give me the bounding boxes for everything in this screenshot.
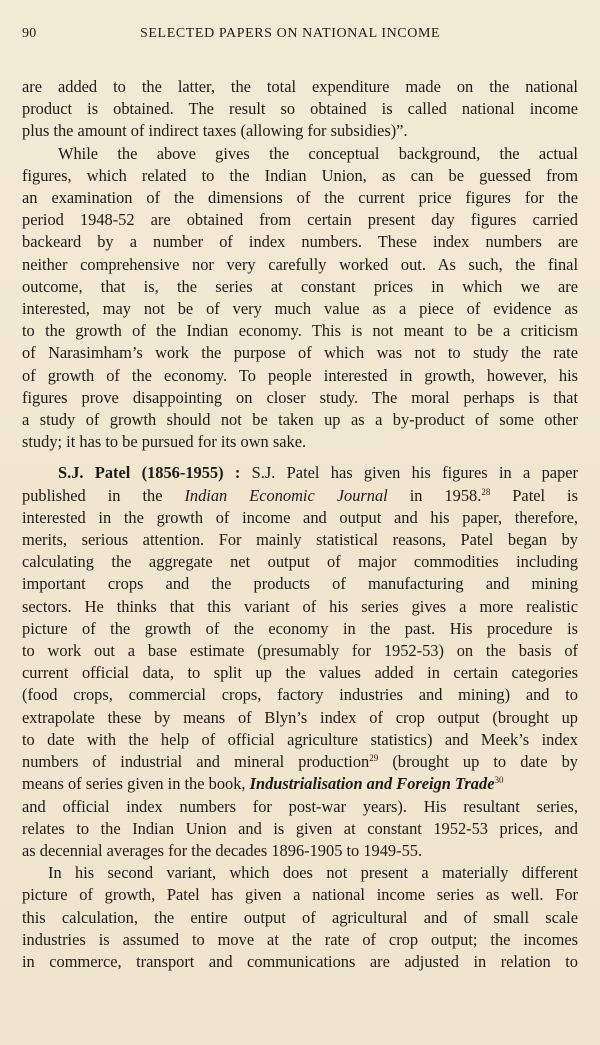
text-line: relates to the Indian Union and is given at constant 1952-53 prices, and: [22, 818, 578, 838]
text-run: Patel is: [490, 485, 578, 505]
text-line: product is obtained. The result so obtained is called national income: [22, 99, 578, 119]
text-line: and official index numbers for post-war years). His resultant series,: [22, 796, 578, 816]
text-run: means of series given in the book,: [22, 774, 250, 794]
text-line: interested in the growth of income and output and his paper, therefore,: [22, 507, 578, 527]
journal-title: Indian Economic Journal: [184, 485, 388, 505]
page-number: 90: [22, 26, 37, 41]
text-line: to date with the help of official agriculture statistics) and Meek’s index: [22, 729, 578, 749]
text-run: S.J. Patel has given his figures in a paper: [240, 463, 578, 483]
text-line: While the above gives the conceptual background, the actual: [58, 143, 578, 163]
text-line: figures, which related to the Indian Union, as can be guessed from: [22, 165, 578, 185]
text-line: as decennial averages for the decades 1896-1905 to 1949-55.: [22, 840, 423, 860]
text-line: (food crops, commercial crops, factory industries and mining) and to: [22, 685, 578, 705]
text-line: a study of growth should not be taken up as a by-product of some other: [22, 410, 578, 430]
running-header: [22, 26, 572, 44]
text-line: industries is assumed to move at the rate of crop output; the incomes: [22, 929, 578, 949]
book-title: Industrialisation and Foreign Trade: [249, 774, 495, 794]
paragraph-second-variant: [22, 862, 578, 973]
text-line: current official data, to split up the values added in certain categories: [22, 663, 578, 683]
text-line: backeard by a number of index numbers. These index numbers are: [22, 232, 578, 252]
text-line: period 1948-52 are obtained from certain present day figures carried: [22, 210, 578, 230]
text-line: extrapolate these by means of Blyn’s index of crop output (brought up: [22, 707, 578, 727]
text-line: in commerce, transport and communications are adjusted in relation to: [22, 951, 578, 971]
text-line: an examination of the dimensions of the current price figures for the: [22, 188, 578, 208]
text-line: [22, 485, 578, 507]
text-run: (brought up to date by: [378, 752, 578, 772]
text-run: published in the: [22, 485, 185, 505]
footnote-ref-30: 30: [494, 775, 504, 786]
text-line: of growth of the economy. To people interested in growth, however, his: [22, 365, 578, 385]
text-line: [22, 773, 578, 795]
text-line: [22, 751, 578, 773]
text-line: picture of growth, Patel has given a national income series as well. For: [22, 885, 578, 905]
text-line: neither comprehensive nor very carefully worked out. As such, the final: [22, 254, 578, 274]
text-line: important crops and the products of manufacturing and mining: [22, 574, 578, 594]
paragraph-continuation: [22, 76, 578, 143]
text-line: plus the amount of indirect taxes (allowing for subsidies)”.: [22, 121, 408, 141]
text-line: study; it has to be pursued for its own sake.: [22, 432, 307, 452]
section-spacer: [22, 453, 578, 462]
text-line: In his second variant, which does not present a materially different: [48, 863, 578, 883]
running-title: SELECTED PAPERS ON NATIONAL INCOME: [140, 26, 441, 41]
footnote-ref-28: 28: [481, 486, 491, 497]
text-line: merits, serious attention. For mainly statistical reasons, Patel began by: [22, 530, 578, 550]
text-run: numbers of industrial and mineral production: [22, 752, 370, 772]
text-line: sectors. He thinks that this variant of his series gives a more realistic: [22, 596, 578, 616]
text-line: to the growth of the Indian economy. This is not meant to be a criticism: [22, 321, 578, 341]
text-line: interested, may not be of very much value as a piece of evidence as: [22, 299, 578, 319]
text-line: [22, 462, 578, 484]
text-line: this calculation, the entire output of agricultural and of small scale: [22, 907, 578, 927]
footnote-ref-29: 29: [369, 753, 379, 764]
text-line: are added to the latter, the total expenditure made on the national: [22, 77, 578, 96]
text-line: outcome, that is, the series at constant prices in which we are: [22, 276, 578, 296]
paragraph-conceptual-background: [22, 143, 578, 454]
text-run: in 1958.: [387, 485, 482, 505]
paragraph-patel: [22, 462, 578, 862]
page-body: [22, 76, 578, 973]
text-line: picture of the growth of the economy in the past. His procedure is: [22, 618, 578, 638]
text-line: calculating the aggregate net output of major commodities including: [22, 552, 578, 572]
section-heading-patel: S.J. Patel (1856-1955) :: [58, 463, 241, 483]
text-line: of Narasimham’s work the purpose of which was not to study the rate: [22, 343, 578, 363]
text-line: to work out a base estimate (presumably for 1952-53) on the basis of: [22, 641, 578, 661]
text-line: figures prove disappointing on closer study. The moral perhaps is that: [22, 387, 578, 407]
